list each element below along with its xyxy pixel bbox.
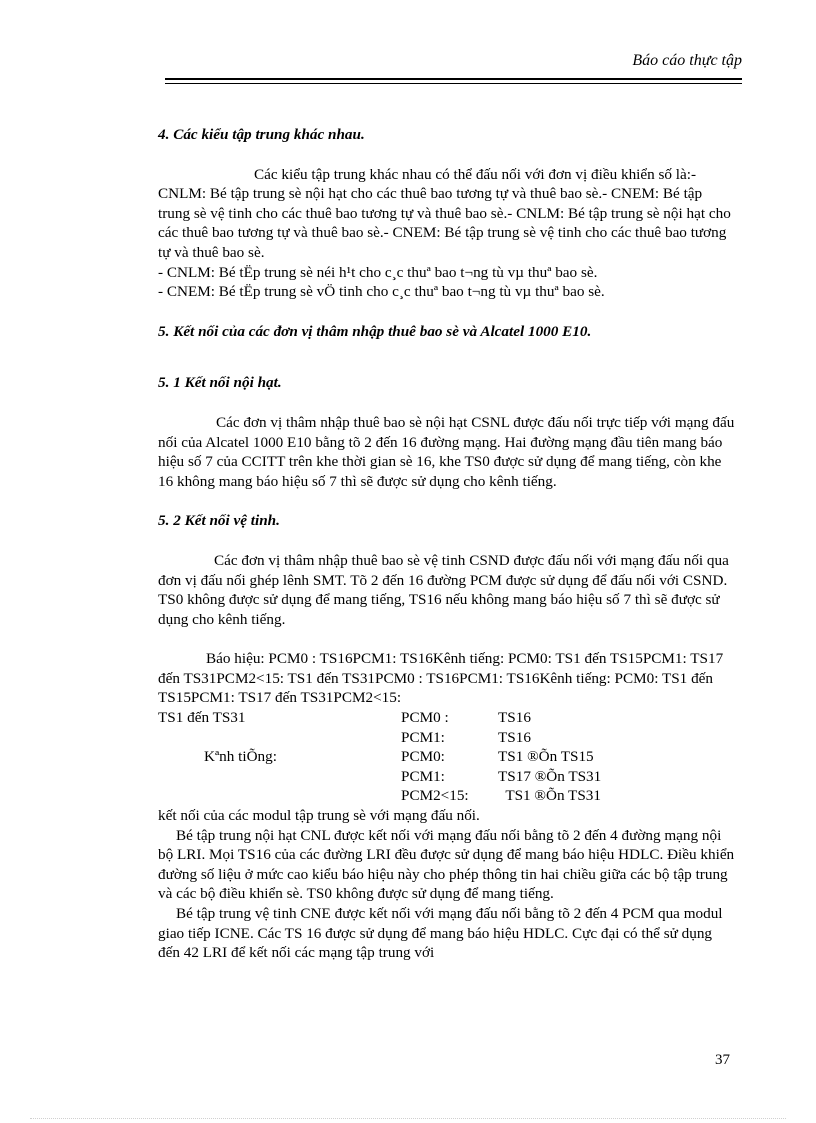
section-5-2-paragraph-2: Báo hiệu: PCM0 : TS16PCM1: TS16Kênh tiếng: PCM0: TS1 đến TS15PCM1: TS17 đến TS31PCM2<15: TS1 đến TS31PCM0 : TS16PCM1: TS16Kênh tiếng: PCM0: TS1 đến TS15PCM1: TS17 đến TS31PCM2<15: [158, 650, 724, 707]
table-cell [158, 786, 401, 806]
table-row [158, 708, 601, 728]
table-row [158, 786, 601, 806]
table-cell: PCM0: [401, 748, 445, 766]
section-4-heading: 4. Các kiểu tập trung khác nhau. [158, 126, 365, 143]
table-row [158, 747, 601, 767]
table-cell: TS1 đến TS31 [158, 709, 246, 727]
table-cell: TS16 [498, 728, 531, 746]
page-content [158, 125, 736, 963]
pcm-table [158, 708, 601, 806]
section-4-line-2: - CNEM: Bé tËp trung sè vÖ tinh cho c¸c thuª bao t¬ng tù vµ thuª bao sè. [158, 283, 605, 301]
table-cell: Kªnh tiÕng: [204, 748, 277, 766]
table-cell: TS16 [498, 709, 531, 727]
table-cell [158, 728, 401, 748]
section-5-2-heading: 5. 2 Kết nối vệ tinh. [158, 512, 280, 530]
table-cell: TS1 ®Õn TS15 [498, 748, 594, 766]
table-cell: PCM0 : [401, 709, 449, 727]
section-5-2-paragraph-4: Bé tập trung vệ tinh CNE được kết nối với mạng đấu nối bằng tõ 2 đến 4 PCM qua modul giao tiếp ICNE. Các TS 16 được sử dụng để mang báo hiệu HDLC. Cực đại có thể sử dụng đến 42 LRI để kết nối các mạng tập trung với [158, 905, 723, 962]
header-rule-thin [165, 83, 742, 84]
table-row [158, 767, 601, 787]
table-row [158, 728, 601, 748]
page-number: 37 [715, 1052, 730, 1068]
section-5-heading: 5. Kết nối của các đơn vị thâm nhập thuê bao sè và Alcatel 1000 E10. [158, 322, 592, 340]
section-4-line-1: - CNLM: Bé tËp trung sè néi h¹t cho c¸c thuª bao t¬ng tù vµ thuª bao sè. [158, 263, 598, 281]
section-5-2-paragraph: Các đơn vị thâm nhập thuê bao sè vệ tinh CSND được đấu nối với mạng đấu nối qua đơn vị đấu nối ghép lênh SMT. Tõ 2 đến 16 đường PCM được sử dụng để đấu nối với CSND. TS0 không được sử dụng để mang tiếng, TS16 nếu không mang báo hiệu số 7 thì sẽ được sử dụng cho kênh tiếng. [158, 551, 729, 628]
section-5-1-paragraph: Các đơn vị thâm nhập thuê bao sè nội hạt CSNL được đấu nối trực tiếp với mạng đấu nối của Alcatel 1000 E10 bằng tõ 2 đến 16 đường mạng. Hai đường mạng đầu tiên mang báo hiệu số 7 của CCITT trên khe thời gian sè 16, khe TS0 được sử dụng để mang tiếng, còn khe 16 không mang báo hiệu số 7 thì sẽ được sử dụng cho kênh tiếng. [158, 413, 735, 490]
table-cell: PCM1: [401, 767, 445, 785]
table-cell: TS1 ®Õn TS31 [498, 787, 601, 805]
footer-dotted-line [30, 1118, 786, 1119]
after-table-line: kết nối của các modul tập trung sè với mạng đấu nối. [158, 807, 480, 825]
table-cell [158, 767, 401, 787]
table-cell: TS17 ®Õn TS31 [498, 767, 602, 785]
section-4-paragraph: Các kiểu tập trung khác nhau có thể đấu nối với đơn vị điều khiển số là:- CNLM: Bé tập trung sè nội hạt cho các thuê bao tương tự và thuê bao sè.- CNEM: Bé tập trung sè vệ tinh cho các thuê bao tương tự và thuê bao sè.- CNLM: Bé tập trung sè nội hạt cho các thuê bao tương tự và thuê bao sè.- CNEM: Bé tập trung sè vệ tinh cho các thuê bao tương tự và thuê bao sè. [158, 165, 731, 261]
header-title: Báo cáo thực tập [632, 52, 742, 69]
section-5-2-paragraph-3: Bé tập trung nội hạt CNL được kết nối với mạng đấu nối bằng tõ 2 đến 4 đường mạng nội bộ LRI. Mọi TS16 của các đường LRI đều được sử dụng để mang báo hiệu HDLC. Điều khiển đường số liệu ở mức cao kiểu báo hiệu này cho phép thông tin hai chiều giữa các bộ tập trung và các bộ điều khiển sè. TS0 không được sử dụng để mang tiếng. [158, 826, 735, 903]
table-cell: PCM1: [401, 728, 445, 746]
section-5-1-heading: 5. 1 Kết nối nội hạt. [158, 374, 282, 392]
table-cell: PCM2<15: [401, 787, 469, 805]
header-rule-thick [165, 78, 742, 80]
